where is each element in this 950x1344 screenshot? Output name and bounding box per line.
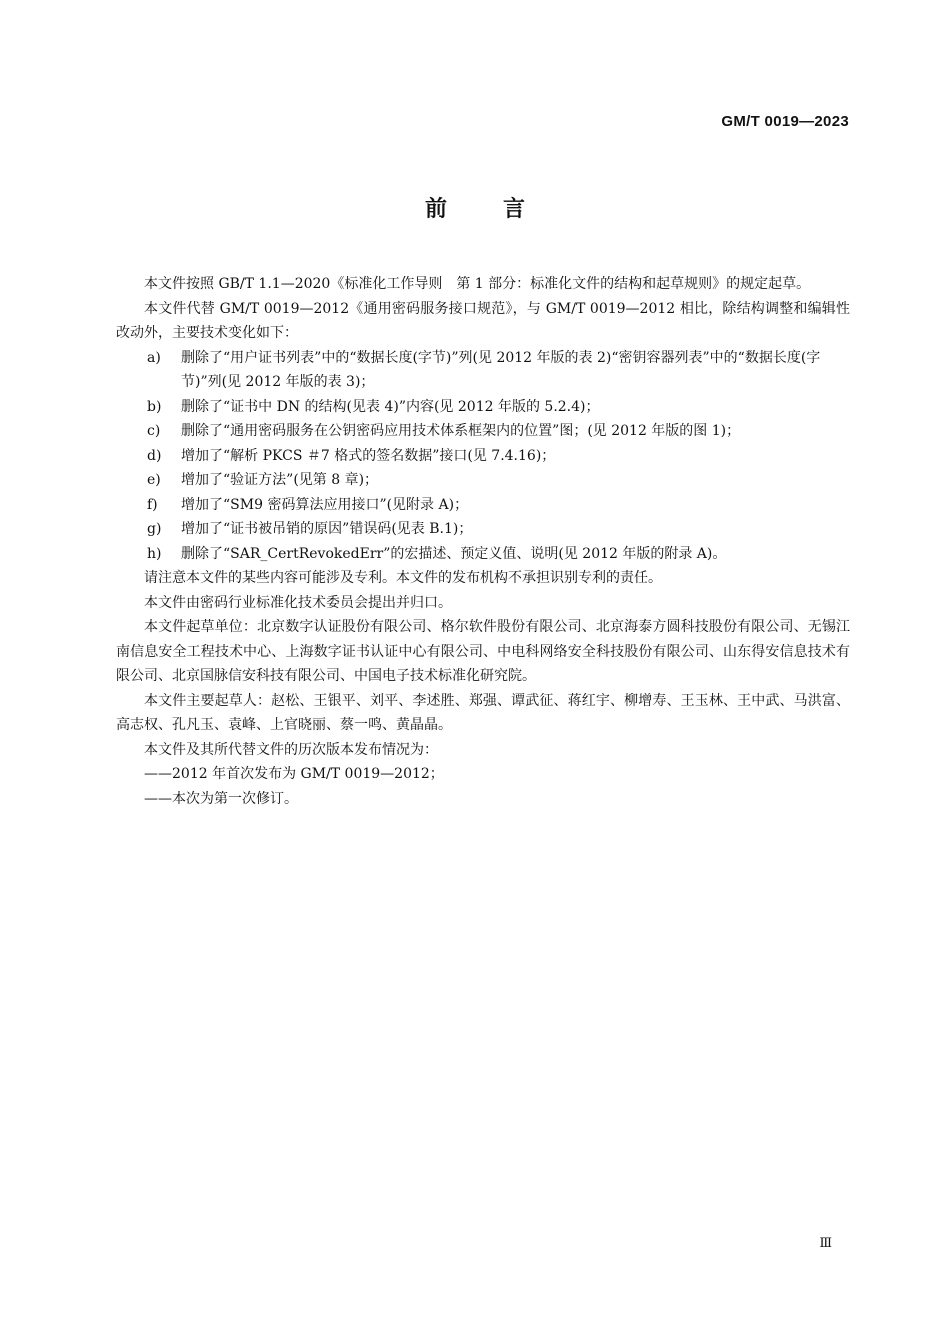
item-text: 增加了“SM9 密码算法应用接口”(见附录 A)；: [181, 496, 469, 513]
change-item-a: [116, 346, 850, 395]
item-mark: e): [147, 472, 161, 488]
item-mark: h): [147, 545, 162, 562]
change-item-e: [116, 468, 850, 493]
item-mark: c): [147, 423, 161, 439]
item-text: 删除了“用户证书列表”中的“数据长度(字节)”列(见 2012 年版的表 2)“密钥容器列表”中的“数据长度(字节)”列(见 2012 年版的表 3)；: [181, 349, 821, 390]
change-item-d: [116, 444, 850, 469]
change-item-h: [116, 542, 850, 567]
paragraph-drafting-rule: 本文件按照 GB/T 1.1—2020《标准化工作导则 第 1 部分：标准化文件的结构和起草规则》的规定起草。: [144, 276, 811, 292]
item-text: 增加了“验证方法”(见第 8 章)；: [181, 472, 379, 488]
history-item-revision: ——本次为第一次修订。: [144, 790, 298, 807]
history-item-first-release: ——2012 年首次发布为 GM/T 0019—2012；: [144, 766, 444, 782]
item-text: 增加了“证书被吊销的原因”错误码(见表 B.1)；: [181, 521, 473, 537]
foreword-body: [116, 272, 850, 811]
change-item-g: [116, 517, 850, 542]
paragraph-patent-notice: 请注意本文件的某些内容可能涉及专利。本文件的发布机构不承担识别专利的责任。: [144, 570, 662, 586]
item-text: 增加了“解析 PKCS ＃7 格式的签名数据”接口(见 7.4.16)；: [181, 447, 556, 464]
paragraph-committee: 本文件由密码行业标准化技术委员会提出并归口。: [144, 594, 452, 611]
item-mark: g): [147, 521, 162, 537]
item-mark: d): [147, 447, 162, 464]
standard-number: GM/T 0019—2023: [721, 113, 849, 130]
page-title: 前言: [424, 197, 581, 222]
item-mark: f): [147, 496, 158, 513]
paragraph-replacement: 本文件代替 GM/T 0019—2012《通用密码服务接口规范》，与 GM/T 0019—2012 相比，除结构调整和编辑性改动外，主要技术变化如下：: [116, 300, 850, 341]
item-text: 删除了“SAR_CertRevokedErr”的宏描述、预定义值、说明(见 2012 年版的附录 A)。: [181, 545, 727, 562]
change-item-c: [116, 419, 850, 444]
change-item-b: [116, 395, 850, 420]
page-number: Ⅲ: [819, 1236, 832, 1251]
item-text: 删除了“通用密码服务在公钥密码应用技术体系框架内的位置”图；(见 2012 年版的图 1)；: [181, 423, 741, 439]
paragraph-history-intro: 本文件及其所代替文件的历次版本发布情况为：: [144, 741, 438, 758]
paragraph-drafters: 本文件主要起草人：赵松、王银平、刘平、李述胜、郑强、谭武征、蒋红宇、柳增寿、王玉林、王中武、马洪富、高志权、孔凡玉、袁峰、上官晓丽、蔡一鸣、黄晶晶。: [116, 692, 850, 733]
item-mark: a): [147, 349, 161, 366]
item-mark: b): [147, 398, 162, 415]
item-text: 删除了“证书中 DN 的结构(见表 4)”内容(见 2012 年版的 5.2.4)；: [181, 398, 600, 415]
change-item-f: [116, 493, 850, 518]
paragraph-drafting-units: 本文件起草单位：北京数字认证股份有限公司、格尔软件股份有限公司、北京海泰方圆科技股份有限公司、无锡江南信息安全工程技术中心、上海数字证书认证中心有限公司、中电科网络安全科技股份有限公司、山东得安信息技术有限公司、北京国脉信安科技有限公司、中国电子技术标准化研究院。: [116, 619, 850, 684]
